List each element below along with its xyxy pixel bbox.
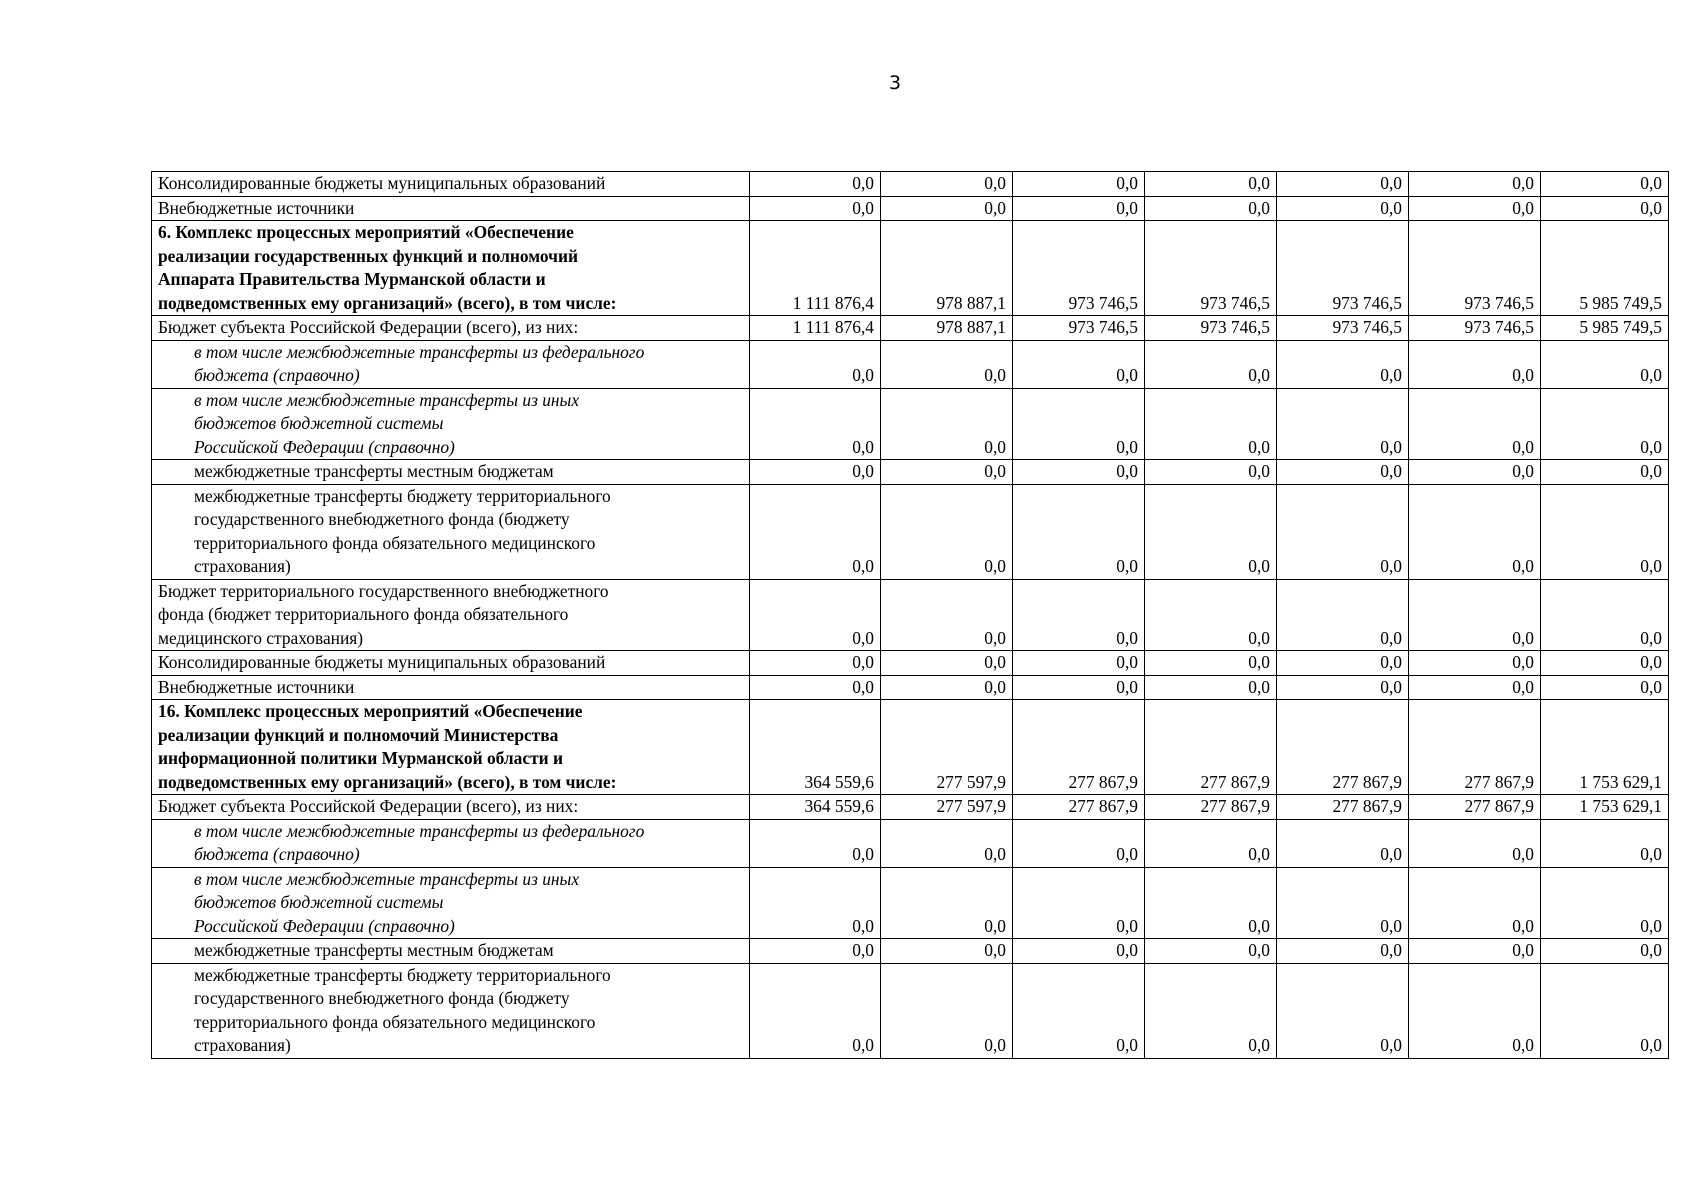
value-cell: 0,0 [881,579,1013,651]
value-cell: 364 559,6 [750,795,881,820]
table-row [152,700,1669,795]
table-row [152,316,1669,341]
value-cell: 0,0 [1013,388,1145,460]
value-cell: 0,0 [1541,484,1669,579]
value-cell: 0,0 [750,867,881,939]
page-number: 3 [888,72,902,94]
value-cell: 277 867,9 [1013,795,1145,820]
value-cell: 0,0 [750,196,881,221]
value-cell: 0,0 [1277,196,1409,221]
value-cell: 0,0 [750,484,881,579]
value-cell: 0,0 [1013,172,1145,197]
value-cell: 5 985 749,5 [1541,316,1669,341]
value-cell: 0,0 [1541,675,1669,700]
value-cell: 0,0 [1541,196,1669,221]
value-cell: 0,0 [1409,484,1541,579]
row-label: в том числе межбюджетные трансферты из федерального бюджета (справочно) [152,819,750,867]
value-cell: 0,0 [1277,651,1409,676]
value-cell: 973 746,5 [1145,316,1277,341]
value-cell: 0,0 [1277,579,1409,651]
value-cell: 277 867,9 [1409,700,1541,795]
value-cell: 0,0 [1277,388,1409,460]
value-cell: 0,0 [881,460,1013,485]
value-cell: 0,0 [1541,939,1669,964]
value-cell: 0,0 [1277,939,1409,964]
value-cell: 0,0 [1409,675,1541,700]
value-cell: 0,0 [1409,963,1541,1058]
table-row [152,795,1669,820]
value-cell: 0,0 [1277,460,1409,485]
value-cell: 277 867,9 [1013,700,1145,795]
value-cell: 1 111 876,4 [750,221,881,316]
value-cell: 0,0 [1409,651,1541,676]
value-cell: 0,0 [881,963,1013,1058]
table-row [152,484,1669,579]
value-cell: 0,0 [750,819,881,867]
value-cell: 0,0 [1013,939,1145,964]
table-body [152,172,1669,1059]
value-cell: 0,0 [1145,388,1277,460]
value-cell: 0,0 [1145,963,1277,1058]
value-cell: 0,0 [1145,172,1277,197]
row-label: 6. Комплекс процессных мероприятий «Обеспечение реализации государственных функций и полномочий Аппарата Правительства Мурманской области и подведомственных ему организаций» (всего), в том числе: [152,221,750,316]
value-cell: 973 746,5 [1013,221,1145,316]
table-row [152,172,1669,197]
value-cell: 0,0 [1277,172,1409,197]
table-row [152,819,1669,867]
value-cell: 0,0 [1013,963,1145,1058]
value-cell: 0,0 [881,172,1013,197]
value-cell: 0,0 [881,388,1013,460]
value-cell: 0,0 [1145,819,1277,867]
value-cell: 0,0 [1409,460,1541,485]
value-cell: 0,0 [1409,196,1541,221]
value-cell: 0,0 [1277,340,1409,388]
value-cell: 0,0 [1541,963,1669,1058]
value-cell: 0,0 [1145,867,1277,939]
value-cell: 277 867,9 [1277,700,1409,795]
row-label: межбюджетные трансферты бюджету территориального государственного внебюджетного фонда (бюджету территориального фонда обязательного медицинского страхования) [152,963,750,1058]
value-cell: 0,0 [1541,579,1669,651]
row-label: Консолидированные бюджеты муниципальных образований [152,651,750,676]
value-cell: 277 867,9 [1145,795,1277,820]
table-row [152,460,1669,485]
row-label: Внебюджетные источники [152,196,750,221]
value-cell: 973 746,5 [1409,221,1541,316]
value-cell: 0,0 [1541,867,1669,939]
value-cell: 0,0 [1145,460,1277,485]
value-cell: 0,0 [1409,340,1541,388]
value-cell: 0,0 [1013,819,1145,867]
value-cell: 0,0 [1541,172,1669,197]
value-cell: 0,0 [750,388,881,460]
value-cell: 0,0 [1541,460,1669,485]
value-cell: 0,0 [1277,963,1409,1058]
value-cell: 973 746,5 [1277,221,1409,316]
row-label: в том числе межбюджетные трансферты из иных бюджетов бюджетной системы Российской Федерации (справочно) [152,867,750,939]
value-cell: 0,0 [1409,172,1541,197]
budget-table [151,171,1669,1059]
value-cell: 0,0 [881,939,1013,964]
value-cell: 0,0 [1145,651,1277,676]
row-label: Внебюджетные источники [152,675,750,700]
value-cell: 0,0 [1145,675,1277,700]
value-cell: 0,0 [750,460,881,485]
value-cell: 0,0 [750,579,881,651]
value-cell: 978 887,1 [881,221,1013,316]
value-cell: 0,0 [881,340,1013,388]
row-label: в том числе межбюджетные трансферты из иных бюджетов бюджетной системы Российской Федерации (справочно) [152,388,750,460]
row-label: Бюджет субъекта Российской Федерации (всего), из них: [152,316,750,341]
table-row [152,963,1669,1058]
table-row [152,675,1669,700]
value-cell: 0,0 [750,675,881,700]
value-cell: 1 753 629,1 [1541,700,1669,795]
value-cell: 0,0 [881,819,1013,867]
row-label: 16. Комплекс процессных мероприятий «Обеспечение реализации функций и полномочий Министерства информационной политики Мурманской области и подведомственных ему организаций» (всего), в том числе: [152,700,750,795]
table-row [152,388,1669,460]
value-cell: 0,0 [1013,651,1145,676]
value-cell: 973 746,5 [1409,316,1541,341]
value-cell: 277 867,9 [1145,700,1277,795]
value-cell: 364 559,6 [750,700,881,795]
value-cell: 277 867,9 [1277,795,1409,820]
value-cell: 0,0 [1277,819,1409,867]
value-cell: 277 597,9 [881,795,1013,820]
value-cell: 0,0 [1013,196,1145,221]
value-cell: 0,0 [1145,484,1277,579]
value-cell: 0,0 [881,675,1013,700]
value-cell: 0,0 [750,172,881,197]
value-cell: 0,0 [1013,675,1145,700]
value-cell: 0,0 [1541,651,1669,676]
table-row [152,340,1669,388]
value-cell: 277 867,9 [1409,795,1541,820]
value-cell: 973 746,5 [1277,316,1409,341]
row-label: в том числе межбюджетные трансферты из федерального бюджета (справочно) [152,340,750,388]
value-cell: 0,0 [1145,579,1277,651]
table-row [152,867,1669,939]
value-cell: 0,0 [1277,484,1409,579]
row-label: межбюджетные трансферты местным бюджетам [152,939,750,964]
value-cell: 0,0 [1013,460,1145,485]
value-cell: 0,0 [1409,388,1541,460]
value-cell: 1 753 629,1 [1541,795,1669,820]
value-cell: 973 746,5 [1013,316,1145,341]
value-cell: 0,0 [881,196,1013,221]
table-row [152,579,1669,651]
value-cell: 0,0 [750,340,881,388]
value-cell: 0,0 [750,651,881,676]
row-label: Бюджет территориального государственного внебюджетного фонда (бюджет территориального фонда обязательного медицинского страхования) [152,579,750,651]
value-cell: 973 746,5 [1145,221,1277,316]
value-cell: 0,0 [1409,867,1541,939]
value-cell: 0,0 [1277,675,1409,700]
table-row [152,221,1669,316]
table-row [152,651,1669,676]
value-cell: 0,0 [1409,939,1541,964]
value-cell: 277 597,9 [881,700,1013,795]
value-cell: 0,0 [1145,196,1277,221]
value-cell: 0,0 [1145,340,1277,388]
value-cell: 0,0 [1145,939,1277,964]
value-cell: 978 887,1 [881,316,1013,341]
value-cell: 5 985 749,5 [1541,221,1669,316]
value-cell: 0,0 [1409,579,1541,651]
value-cell: 0,0 [881,484,1013,579]
table-row [152,939,1669,964]
row-label: межбюджетные трансферты бюджету территориального государственного внебюджетного фонда (бюджету территориального фонда обязательного медицинского страхования) [152,484,750,579]
value-cell: 0,0 [881,867,1013,939]
table-row [152,196,1669,221]
value-cell: 0,0 [1013,484,1145,579]
value-cell: 0,0 [1541,819,1669,867]
value-cell: 0,0 [1013,867,1145,939]
row-label: Консолидированные бюджеты муниципальных образований [152,172,750,197]
row-label: межбюджетные трансферты местным бюджетам [152,460,750,485]
row-label: Бюджет субъекта Российской Федерации (всего), из них: [152,795,750,820]
value-cell: 0,0 [1541,340,1669,388]
value-cell: 0,0 [750,939,881,964]
value-cell: 0,0 [1541,388,1669,460]
value-cell: 0,0 [750,963,881,1058]
value-cell: 0,0 [1013,579,1145,651]
value-cell: 1 111 876,4 [750,316,881,341]
value-cell: 0,0 [1277,867,1409,939]
value-cell: 0,0 [1409,819,1541,867]
value-cell: 0,0 [1013,340,1145,388]
value-cell: 0,0 [881,651,1013,676]
